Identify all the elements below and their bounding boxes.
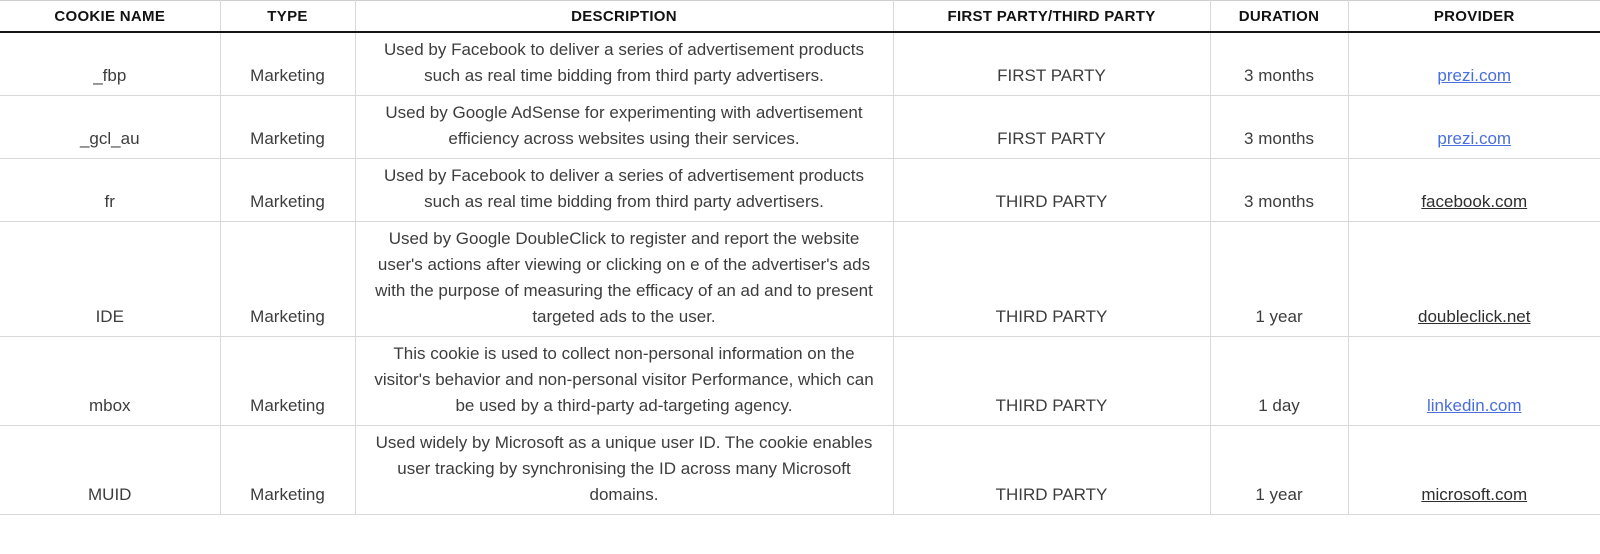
cookie-party-cell bbox=[893, 222, 1210, 337]
cookie-name-cell bbox=[0, 96, 220, 159]
cookie-party-cell bbox=[893, 96, 1210, 159]
cookie-party: THIRD PARTY bbox=[995, 307, 1108, 326]
cookie-type: Marketing bbox=[250, 485, 325, 504]
cookie-party-cell bbox=[893, 159, 1210, 222]
cookie-name-cell bbox=[0, 222, 220, 337]
cookie-party: FIRST PARTY bbox=[997, 129, 1106, 148]
cookie-description: This cookie is used to collect non-personal information on the visitor's behavior and non-personal visitor Performance, which can be used by a third-party ad-targeting agency. bbox=[374, 344, 874, 415]
table-row bbox=[0, 222, 1600, 337]
table-row bbox=[0, 426, 1600, 515]
cookie-description-cell bbox=[355, 222, 893, 337]
cookie-name-cell bbox=[0, 337, 220, 426]
cookie-party: THIRD PARTY bbox=[995, 396, 1108, 415]
cookie-description: Used by Facebook to deliver a series of advertisement products such as real time bidding from third party advertisers. bbox=[383, 40, 865, 85]
column-header: PROVIDER bbox=[1348, 1, 1600, 33]
cookie-type-cell bbox=[220, 222, 355, 337]
cookie-provider-cell bbox=[1348, 426, 1600, 515]
cookie-duration: 3 months bbox=[1244, 192, 1314, 211]
cookie-type-cell bbox=[220, 426, 355, 515]
cookie-type-cell bbox=[220, 159, 355, 222]
cookie-description-cell bbox=[355, 426, 893, 515]
cookie-type-cell bbox=[220, 32, 355, 96]
cookie-duration-cell bbox=[1210, 337, 1348, 426]
cookie-name: IDE bbox=[95, 307, 124, 326]
cookie-name: MUID bbox=[88, 485, 132, 504]
cookie-provider-cell bbox=[1348, 159, 1600, 222]
cookie-name-cell bbox=[0, 159, 220, 222]
cookie-name: _fbp bbox=[93, 66, 127, 85]
cookie-party: THIRD PARTY bbox=[995, 192, 1108, 211]
cookie-name: mbox bbox=[88, 396, 131, 415]
provider-link[interactable]: prezi.com bbox=[1437, 129, 1512, 148]
provider-link[interactable]: microsoft.com bbox=[1421, 485, 1528, 504]
cookie-provider-cell bbox=[1348, 222, 1600, 337]
cookie-description-cell bbox=[355, 159, 893, 222]
cookie-description-cell bbox=[355, 96, 893, 159]
cookie-party-cell bbox=[893, 32, 1210, 96]
cookie-description: Used by Google DoubleClick to register and report the website user's actions after viewing or clicking on e of the advertiser's ads with the purpose of measuring the efficacy of an ad and to present targeted ads to the user. bbox=[375, 229, 873, 326]
table-header-row bbox=[0, 1, 1600, 33]
table-row bbox=[0, 96, 1600, 159]
cookie-type: Marketing bbox=[250, 396, 325, 415]
cookie-name: fr bbox=[104, 192, 115, 211]
cookie-description-cell bbox=[355, 32, 893, 96]
provider-link[interactable]: linkedin.com bbox=[1427, 396, 1522, 415]
cookie-description: Used by Google AdSense for experimenting with advertisement efficiency across websites using their services. bbox=[385, 103, 863, 148]
cookie-type: Marketing bbox=[250, 66, 325, 85]
column-header: TYPE bbox=[220, 1, 355, 33]
cookie-type: Marketing bbox=[250, 129, 325, 148]
cookie-duration: 1 day bbox=[1258, 396, 1300, 415]
cookie-name: _gcl_au bbox=[79, 129, 140, 148]
column-header: COOKIE NAME bbox=[0, 1, 220, 33]
cookie-duration-cell bbox=[1210, 159, 1348, 222]
cookie-type: Marketing bbox=[250, 307, 325, 326]
cookie-party: FIRST PARTY bbox=[997, 66, 1106, 85]
cookie-party-cell bbox=[893, 426, 1210, 515]
cookie-type-cell bbox=[220, 337, 355, 426]
table-row bbox=[0, 337, 1600, 426]
provider-link[interactable]: prezi.com bbox=[1437, 66, 1512, 85]
cookie-party: THIRD PARTY bbox=[995, 485, 1108, 504]
cookie-duration: 1 year bbox=[1255, 307, 1303, 326]
cookie-duration-cell bbox=[1210, 426, 1348, 515]
provider-link[interactable]: facebook.com bbox=[1421, 192, 1528, 211]
cookie-description: Used widely by Microsoft as a unique user ID. The cookie enables user tracking by synchronising the ID across many Microsoft domains. bbox=[375, 433, 873, 504]
cookie-description: Used by Facebook to deliver a series of advertisement products such as real time bidding from third party advertisers. bbox=[383, 166, 865, 211]
cookie-duration: 3 months bbox=[1244, 66, 1314, 85]
cookie-provider-cell bbox=[1348, 96, 1600, 159]
cookie-duration: 1 year bbox=[1255, 485, 1303, 504]
column-header: DURATION bbox=[1210, 1, 1348, 33]
cookie-duration-cell bbox=[1210, 222, 1348, 337]
cookie-type-cell bbox=[220, 96, 355, 159]
cookie-party-cell bbox=[893, 337, 1210, 426]
column-header: FIRST PARTY/THIRD PARTY bbox=[893, 1, 1210, 33]
cookie-description-cell bbox=[355, 337, 893, 426]
cookie-provider-cell bbox=[1348, 337, 1600, 426]
cookie-type: Marketing bbox=[250, 192, 325, 211]
column-header: DESCRIPTION bbox=[355, 1, 893, 33]
cookie-provider-cell bbox=[1348, 32, 1600, 96]
table-row bbox=[0, 32, 1600, 96]
cookie-duration-cell bbox=[1210, 96, 1348, 159]
cookie-name-cell bbox=[0, 426, 220, 515]
cookie-duration-cell bbox=[1210, 32, 1348, 96]
table-row bbox=[0, 159, 1600, 222]
cookie-name-cell bbox=[0, 32, 220, 96]
provider-link[interactable]: doubleclick.net bbox=[1418, 307, 1531, 326]
cookie-duration: 3 months bbox=[1244, 129, 1314, 148]
